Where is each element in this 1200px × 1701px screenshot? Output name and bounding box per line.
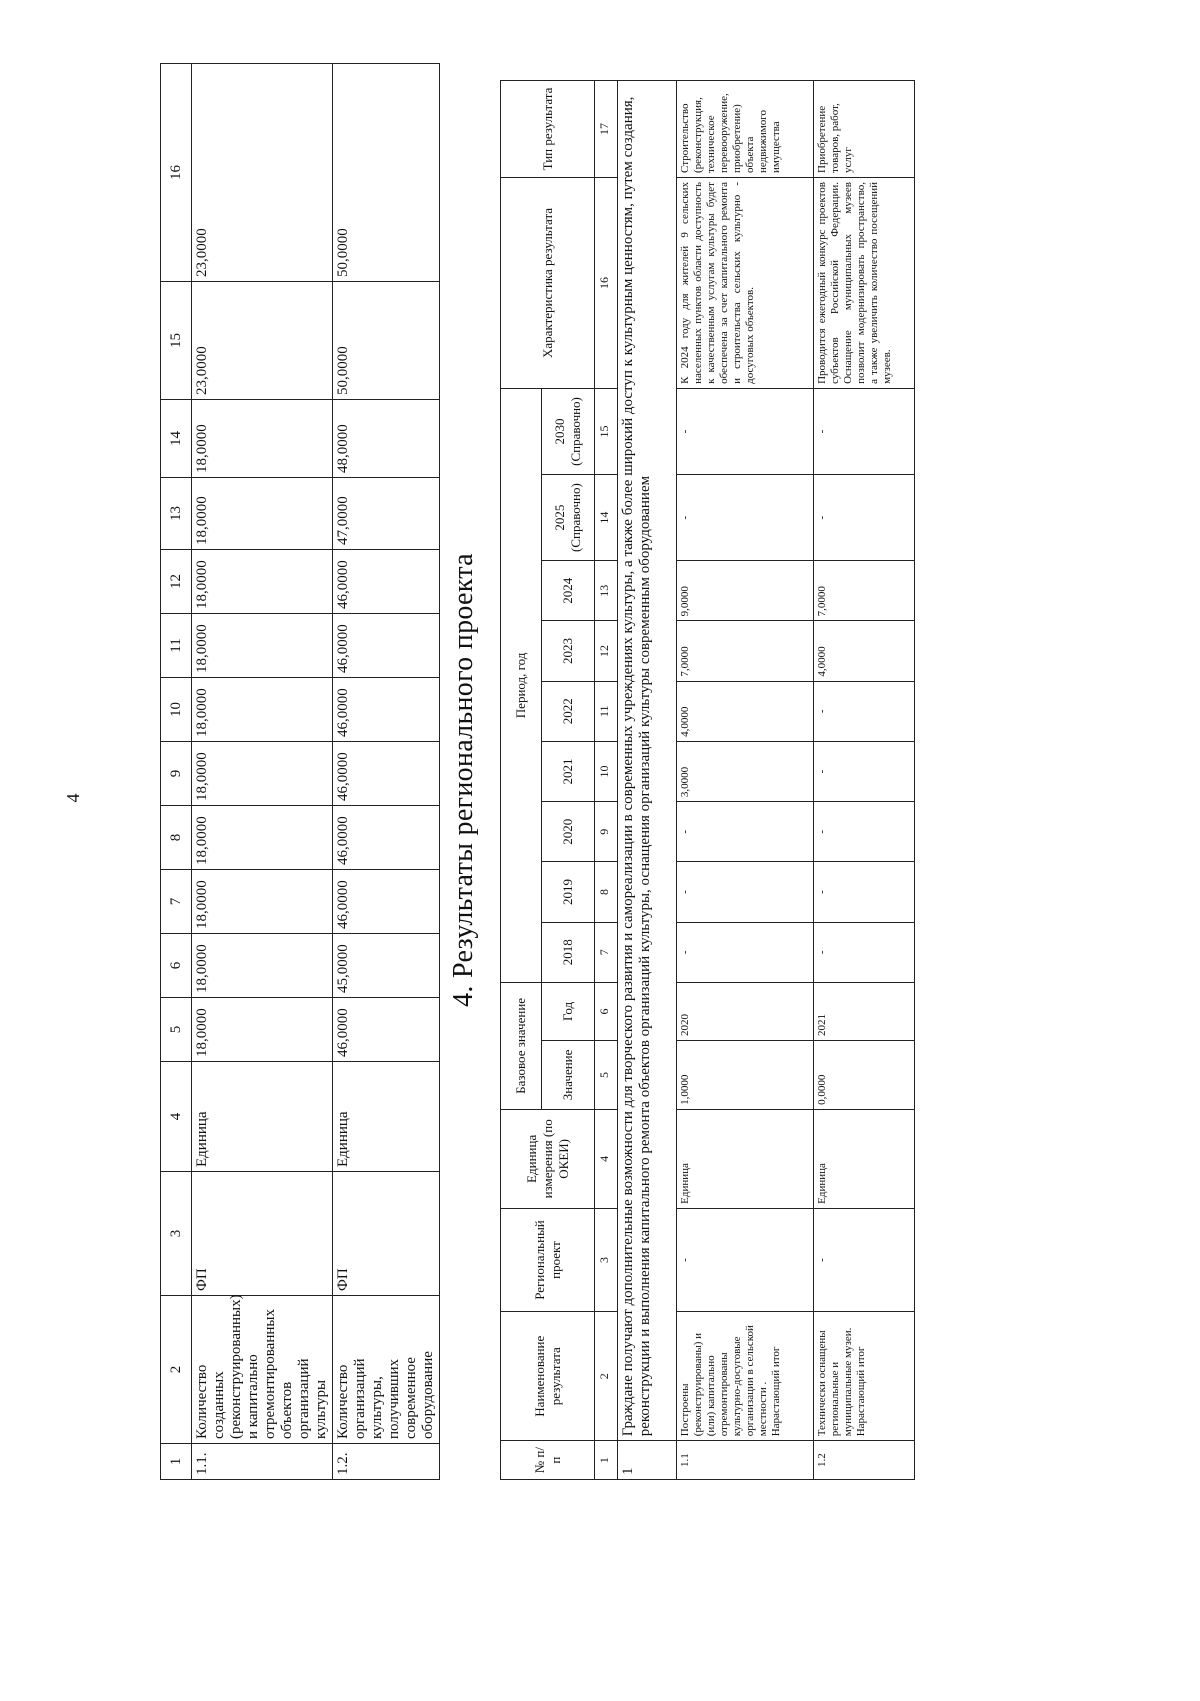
table1-header-cell: 13 — [161, 478, 192, 550]
table1-header-cell: 5 — [161, 998, 192, 1062]
value-cell: 18,0000 — [192, 550, 333, 614]
indicator-type: ФП — [333, 1172, 440, 1296]
value-cell: - — [677, 922, 814, 982]
table-row — [333, 64, 440, 1480]
column-number: 12 — [595, 621, 618, 681]
result-type: Строительство (реконструкция, техническое перевооружение, приобретение) объекта недвижимого имущества — [677, 81, 814, 178]
value-cell: 18,0000 — [192, 478, 333, 550]
indicator-name: Количество созданных (реконструированных) и капитально отремонтированных объектов организаций культуры — [192, 1296, 333, 1444]
base-value: 0,0000 — [814, 1041, 915, 1110]
value-cell: - — [814, 681, 915, 741]
table1-header-cell: 15 — [161, 282, 192, 400]
table-row — [192, 64, 333, 1480]
column-number: 9 — [595, 802, 618, 862]
table1-header-cell: 6 — [161, 934, 192, 998]
result-name: Построены (реконструированы) и (или) капитально отремонтированы культурно-досуговые организации в сельской местности . Нарастающий итог — [677, 1312, 814, 1441]
column-number: 3 — [595, 1208, 618, 1311]
table2-header-row — [501, 81, 542, 1480]
header-regional: Региональный проект — [501, 1208, 595, 1311]
indicator-name: Количество организаций культуры, получивших современное оборудование — [333, 1296, 440, 1444]
value-cell: 23,0000 — [192, 282, 333, 400]
value-cell: 46,0000 — [333, 550, 440, 614]
indicator-unit: Единица — [192, 1062, 333, 1172]
base-year: 2020 — [677, 982, 814, 1040]
header-base: Базовое значение — [501, 982, 542, 1109]
column-number: 6 — [595, 982, 618, 1040]
value-cell: - — [677, 802, 814, 862]
value-cell: 18,0000 — [192, 806, 333, 870]
header-year-2030: 2030 (Справочно) — [542, 388, 595, 474]
column-number: 5 — [595, 1041, 618, 1110]
table1-header-cell: 11 — [161, 614, 192, 678]
column-number: 14 — [595, 475, 618, 561]
value-cell: 7,0000 — [677, 621, 814, 681]
result-characteristic: К 2024 году для жителей 9 сельских населенных пунктов области доступность к качественным услугам культуры будет обеспечена за счет капитального ремонта и строительства сельских культурно - досуговых объектов. — [677, 178, 814, 389]
result-type: Приобретение товаров, работ, услуг — [814, 81, 915, 178]
table1-header-cell: 10 — [161, 678, 192, 742]
value-cell: - — [814, 802, 915, 862]
value-cell: - — [814, 741, 915, 801]
column-number: 15 — [595, 388, 618, 474]
indicators-table — [160, 63, 440, 1480]
value-cell: - — [814, 475, 915, 561]
header-result-type: Тип результата — [501, 81, 595, 178]
value-cell: 18,0000 — [192, 742, 333, 806]
column-number: 16 — [595, 178, 618, 389]
header-year: 2024 — [542, 561, 595, 621]
column-number: 10 — [595, 741, 618, 801]
header-year: 2021 — [542, 741, 595, 801]
value-cell: - — [814, 388, 915, 474]
value-cell: 18,0000 — [192, 678, 333, 742]
value-cell: 18,0000 — [192, 400, 333, 478]
header-year: 2022 — [542, 681, 595, 741]
value-cell: 18,0000 — [192, 614, 333, 678]
value-cell: 46,0000 — [333, 742, 440, 806]
group-number: 1 — [618, 1441, 677, 1480]
column-number: 7 — [595, 922, 618, 982]
table1-header-cell: 7 — [161, 870, 192, 934]
value-cell: - — [677, 388, 814, 474]
indicator-unit: Единица — [333, 1062, 440, 1172]
table1-header-cell: 12 — [161, 550, 192, 614]
row-number: 1.1 — [677, 1441, 814, 1480]
column-number: 2 — [595, 1312, 618, 1441]
result-name: Технически оснащены региональные и муниципальные музеи. Нарастающий итог — [814, 1312, 915, 1441]
table1-header-cell: 14 — [161, 400, 192, 478]
table-row — [677, 81, 814, 1480]
row-number: 1.1. — [192, 1444, 333, 1480]
value-cell: 18,0000 — [192, 998, 333, 1062]
rotated-page-content — [160, 80, 1040, 1480]
value-cell: 9,0000 — [677, 561, 814, 621]
value-cell: 48,0000 — [333, 400, 440, 478]
table1-header-cell: 8 — [161, 806, 192, 870]
value-cell: - — [677, 862, 814, 922]
header-year: 2020 — [542, 802, 595, 862]
base-year: 2021 — [814, 982, 915, 1040]
value-cell: 46,0000 — [333, 870, 440, 934]
value-cell: 7,0000 — [814, 561, 915, 621]
header-characteristic: Характеристика результата — [501, 178, 595, 389]
unit-cell: Единица — [814, 1109, 915, 1208]
value-cell: - — [814, 862, 915, 922]
value-cell: 4,0000 — [677, 681, 814, 741]
table1-header-cell: 3 — [161, 1172, 192, 1296]
header-name: Наименование результата — [501, 1312, 595, 1441]
regional-project: - — [814, 1208, 915, 1311]
value-cell: - — [677, 475, 814, 561]
header-year: 2019 — [542, 862, 595, 922]
header-base-value: Значение — [542, 1041, 595, 1110]
table1-header-cell: 4 — [161, 1062, 192, 1172]
table1-header-cell: 1 — [161, 1444, 192, 1480]
value-cell: - — [814, 922, 915, 982]
column-number: 8 — [595, 862, 618, 922]
unit-cell: Единица — [677, 1109, 814, 1208]
indicator-type: ФП — [192, 1172, 333, 1296]
value-cell: 18,0000 — [192, 934, 333, 998]
table1-header-cell: 9 — [161, 742, 192, 806]
section-heading: 4. Результаты регионального проекта — [448, 553, 479, 1007]
group-row — [618, 81, 677, 1480]
result-characteristic: Проводится ежегодный конкурс проектов субъектов Российской Федерации. Оснащение муниципальных музеев позволит модернизировать пространство, а также увеличить количество посещений музеев. — [814, 178, 915, 389]
header-period: Период, год — [501, 388, 542, 982]
column-number: 4 — [595, 1109, 618, 1208]
regional-project: - — [677, 1208, 814, 1311]
header-year: 2023 — [542, 621, 595, 681]
table1-header-cell: 16 — [161, 64, 192, 282]
value-cell: 46,0000 — [333, 806, 440, 870]
row-number: 1.2. — [333, 1444, 440, 1480]
header-no: № п/п — [501, 1441, 595, 1480]
row-number: 1.2 — [814, 1441, 915, 1480]
header-base-year: Год — [542, 982, 595, 1040]
value-cell: 3,0000 — [677, 741, 814, 801]
base-value: 1,0000 — [677, 1041, 814, 1110]
value-cell: 4,0000 — [814, 621, 915, 681]
page-number: 4 — [63, 793, 83, 803]
value-cell: 46,0000 — [333, 614, 440, 678]
column-number: 1 — [595, 1441, 618, 1480]
group-description: Граждане получают дополнительные возможности для творческого развития и самореализации в современных учреждениях культуры, а также более широкий доступ к культурным ценностям, путем создания, реконструкции и выполнения капитального ремонта объектов организаций культуры, оснащения организаций культуры современным оборудованием — [618, 81, 677, 1441]
column-number: 13 — [595, 561, 618, 621]
table1-header-cell: 2 — [161, 1296, 192, 1444]
value-cell: 50,0000 — [333, 64, 440, 282]
value-cell: 46,0000 — [333, 998, 440, 1062]
value-cell: 50,0000 — [333, 282, 440, 400]
column-number: 17 — [595, 81, 618, 178]
header-year: 2018 — [542, 922, 595, 982]
value-cell: 47,0000 — [333, 478, 440, 550]
results-table — [500, 80, 915, 1480]
value-cell: 18,0000 — [192, 870, 333, 934]
table-row — [814, 81, 915, 1480]
column-number: 11 — [595, 681, 618, 741]
table1-header-row — [161, 64, 192, 1480]
value-cell: 23,0000 — [192, 64, 333, 282]
header-year-2025: 2025 (Справочно) — [542, 475, 595, 561]
value-cell: 45,0000 — [333, 934, 440, 998]
header-unit: Единица измерения (по ОКЕИ) — [501, 1109, 595, 1208]
column-number-row — [595, 81, 618, 1480]
value-cell: 46,0000 — [333, 678, 440, 742]
